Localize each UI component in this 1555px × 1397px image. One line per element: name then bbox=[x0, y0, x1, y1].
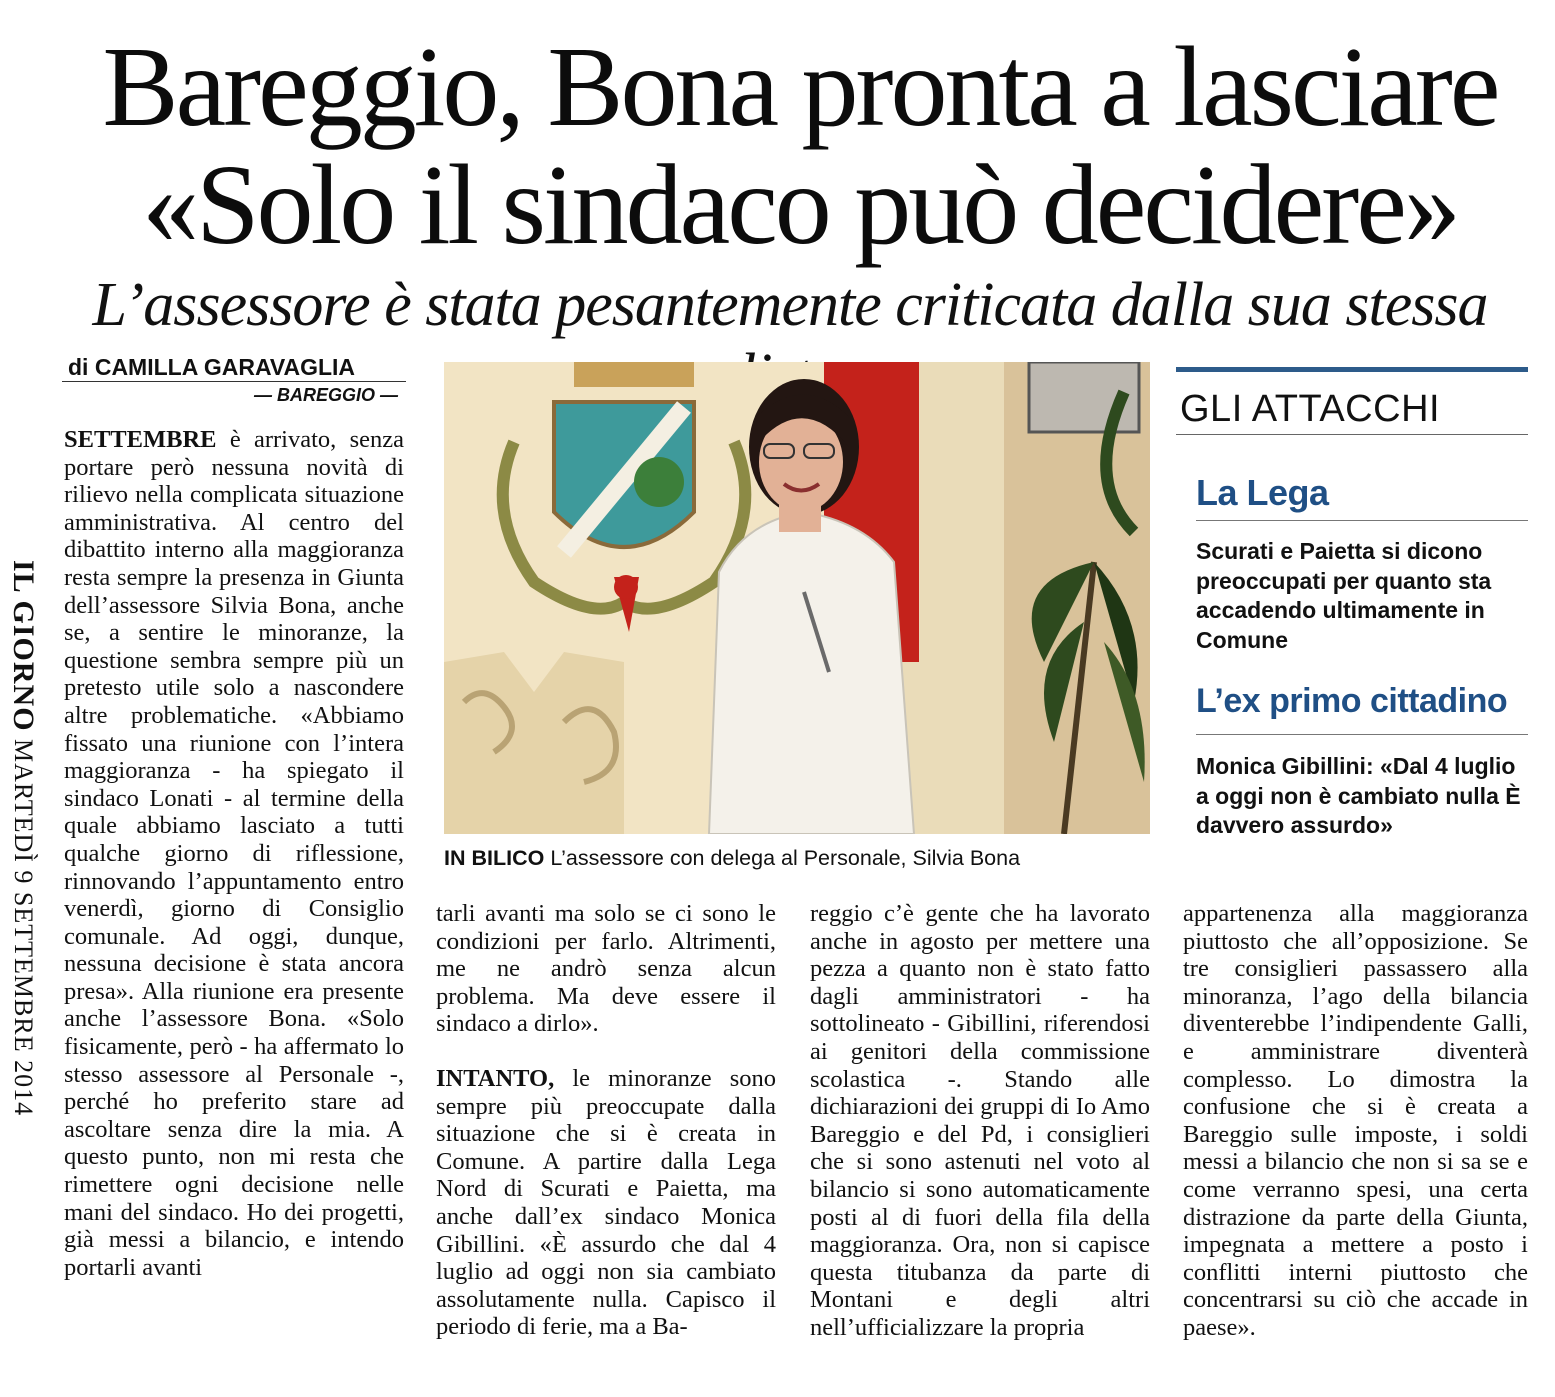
caption-text: L’assessore con delega al Personale, Silvia Bona bbox=[550, 846, 1021, 870]
column-2-text-b: le minoranze sono sempre più preoccupate dalla situazione che si è creata in Comune. A partire dalla Lega Nord di Scurati e Paietta, ma anche dall’ex sindaco Monica Gibillini. «È assurdo che dal 4 luglio ad oggi non sia cambiato assolutamente nulla. Capisco il periodo di ferie, ma a Ba- bbox=[436, 1064, 776, 1341]
masthead-vertical bbox=[6, 560, 40, 1116]
masthead-brand: IL GIORNO bbox=[7, 560, 40, 732]
dateline: — BAREGGIO — bbox=[254, 385, 399, 405]
article-column-4 bbox=[1183, 900, 1528, 1342]
sidebar-title: GLI ATTACCHI bbox=[1180, 388, 1441, 430]
sidebar-heading-ex-sindaco: L’ex primo cittadino bbox=[1196, 682, 1508, 720]
caption-label: IN BILICO bbox=[444, 846, 545, 870]
subheadline: L’assessore è stata pesantemente criticata dalla sua stessa bbox=[92, 271, 1488, 339]
sidebar-divider bbox=[1196, 520, 1528, 521]
byline: di CAMILLA GARAVAGLIA bbox=[68, 354, 356, 380]
article-column-2 bbox=[436, 900, 776, 1341]
column-2-lead: INTANTO, bbox=[436, 1064, 555, 1092]
article-column-1 bbox=[64, 426, 404, 1281]
masthead-date: MARTEDÌ 9 SETTEMBRE 2014 bbox=[9, 739, 38, 1117]
sidebar-top-rule bbox=[1176, 367, 1528, 372]
sidebar-box bbox=[1176, 362, 1528, 882]
sidebar-text-ex-sindaco: Monica Gibillini: «Dal 4 luglio a oggi non è cambiato nulla È davvero assurdo» bbox=[1196, 753, 1521, 838]
byline-divider bbox=[62, 381, 406, 382]
article-column-3 bbox=[810, 900, 1150, 1342]
sidebar-title-rule bbox=[1176, 434, 1528, 435]
column-3-text: reggio c’è gente che ha lavorato anche in agosto per mettere una pezza a quanto non è stato fatto dagli amministratori - ha sottolineato - Gibillini, riferendosi ai genitori della commissione scolastica -. Stando alle dichiarazioni dei gruppi di Io Amo Bareggio e del Pd, i consiglieri che si sono astenuti nel voto al bilancio si sono automaticamente posti al di fuori della fila della maggioranza. Ora, non si capisce questa titubanza da parte di Montani e degli altri nell’ufficializzare la propria bbox=[810, 900, 1150, 1341]
article-photo bbox=[444, 362, 1150, 834]
column-1-text: è arrivato, senza portare però nessuna novità di rilievo nella complicata situazione amministrativa. Al centro del dibattito interno alla maggioranza resta sempre la presenza in Giunta dell’assessore Silvia Bona, anche se, a sentire le minoranze, la questione sembra sempre più un pretesto utile solo a nascondere altre problematiche. «Abbiamo fissato una riunione con l’intera maggioranza - ha spiegato il sindaco Lonati - al termine della quale abbiamo lasciato a tutti qualche giorno di riflessione, rinnovando l’appuntamento entro venerdì, giorno di Consiglio comunale. Ad oggi, dunque, nessuna decisione è stata ancora presa». Alla riunione era presente anche l’assessore Bona. «Solo fisicamente, però - ha affermato lo stesso assessore al Personale -, perché ho preferito stare ad ascoltare senza dire la mia. A questo punto, non mi resta che rimettere ogni decisione nelle mani del sindaco. Ho dei progetti, già messi a bilancio, e intendo portarli avanti bbox=[64, 426, 405, 1281]
photo-illustration bbox=[444, 362, 1150, 834]
column-4-text: appartenenza alla maggioranza piuttosto che all’opposizione. Se tre consiglieri passassero alla minoranza, l’ago della bilancia diventerebbe l’indipendente Galli, e amministrare diventerà complesso. Lo dimostra la confusione che si è creata a Bareggio sulle imposte, i soldi messi a bilancio che non si sa se e come verranno spesi, una certa distrazione da parte della Giunta, impegnata a mettere a posto i conflitti interni piuttosto che concentrarsi su ciò che accade in paese». bbox=[1183, 900, 1528, 1341]
column-1-lead: SETTEMBRE bbox=[64, 426, 217, 453]
headline-line-1: Bareggio, Bona pronta a lasciare bbox=[102, 23, 1498, 150]
sidebar-divider bbox=[1196, 734, 1528, 735]
photo-caption bbox=[444, 846, 1164, 871]
headline-line-2: «Solo il sindaco può decidere» bbox=[142, 141, 1458, 268]
sidebar-heading-lega: La Lega bbox=[1196, 472, 1329, 513]
side-masthead bbox=[0, 560, 44, 1117]
column-2-text-a: tarli avanti ma solo se ci sono le condizioni per farlo. Altrimenti, me ne andrò senza alcun problema. Ma deve essere il sindaco a dirlo». bbox=[436, 900, 776, 1038]
sidebar-text-lega: Scurati e Paietta si dicono preoccupati per quanto sta accadendo ultimamente in Comune bbox=[1196, 538, 1492, 653]
